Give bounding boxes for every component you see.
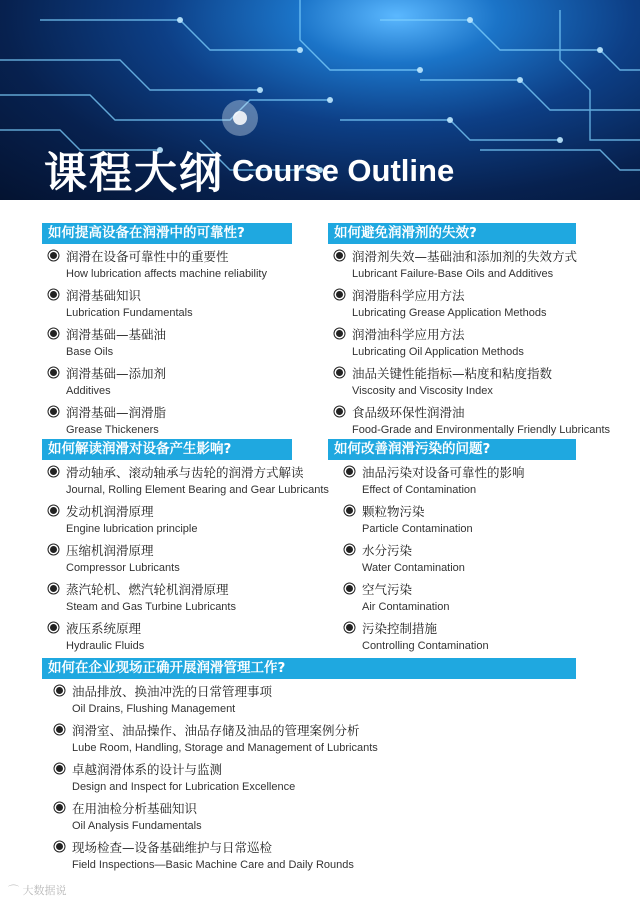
item-zh: 油品关键性能指标—粘度和粘度指数: [352, 366, 553, 381]
item-zh: 润滑基础—润滑脂: [66, 405, 167, 420]
bullet-icon: [50, 408, 57, 415]
bullet-icon: [56, 843, 63, 850]
item-en: Particle Contamination: [362, 523, 473, 535]
item-zh: 润滑剂失效—基础油和添加剂的失效方式: [352, 249, 578, 264]
item-zh: 压缩机润滑原理: [66, 543, 154, 558]
list-item: [42, 543, 292, 577]
section-contamination: [328, 439, 576, 655]
list-item: [42, 582, 292, 616]
item-en: Journal, Rolling Element Bearing and Gear Lubricants: [66, 484, 329, 496]
item-zh: 油品排放、换油冲洗的日常管理事项: [72, 684, 273, 699]
list-item: [328, 249, 576, 283]
item-zh: 液压系统原理: [66, 621, 142, 636]
item-en: Engine lubrication principle: [66, 523, 198, 535]
list-item: [42, 801, 576, 835]
item-zh: 润滑基础—基础油: [66, 327, 167, 342]
list-item: [42, 405, 292, 439]
watermark-text: 大数据说: [22, 884, 67, 897]
bullet-icon: [50, 330, 57, 337]
item-en: Design and Inspect for Lubrication Excellence: [72, 781, 296, 793]
list-item: [328, 543, 576, 577]
item-en: Water Contamination: [362, 562, 465, 574]
item-zh: 颗粒物污染: [362, 504, 425, 519]
section-equipment-impact: [42, 439, 329, 655]
watermark-icon: ⌒: [8, 884, 19, 897]
bullet-icon: [50, 369, 57, 376]
item-zh: 油品污染对设备可靠性的影响: [362, 465, 525, 480]
bullet-icon: [336, 291, 343, 298]
item-zh: 现场检查—设备基础维护与日常巡检: [72, 840, 273, 855]
list-item: [42, 288, 292, 322]
list-item: [42, 327, 292, 361]
bullet-icon: [336, 369, 343, 376]
bullet-icon: [50, 291, 57, 298]
item-en: Controlling Contamination: [362, 640, 489, 652]
list-item: [328, 288, 576, 322]
list-item: [328, 405, 611, 439]
section-heading: 如何在企业现场正确开展润滑管理工作?: [42, 658, 576, 679]
section-heading: 如何避免润滑剂的失效?: [328, 223, 576, 244]
item-en: Oil Analysis Fundamentals: [72, 820, 202, 832]
bullet-icon: [336, 252, 343, 259]
item-zh: 水分污染: [362, 543, 413, 558]
item-en: Steam and Gas Turbine Lubricants: [66, 601, 236, 613]
item-en: Hydraulic Fluids: [66, 640, 145, 652]
bullet-icon: [346, 507, 353, 514]
item-zh: 在用油检分析基础知识: [72, 801, 198, 816]
item-zh: 滑动轴承、滚动轴承与齿轮的润滑方式解读: [66, 465, 304, 480]
bullet-icon: [56, 687, 63, 694]
item-zh: 润滑基础知识: [66, 288, 142, 303]
item-en: Base Oils: [66, 346, 114, 358]
list-item: [328, 366, 576, 400]
item-zh: 润滑在设备可靠性中的重要性: [66, 249, 229, 264]
bullet-icon: [50, 468, 57, 475]
item-zh: 润滑油科学应用方法: [352, 327, 465, 342]
item-en: Viscosity and Viscosity Index: [352, 385, 493, 397]
bullet-icon: [336, 408, 343, 415]
watermark: [8, 882, 67, 898]
item-zh: 空气污染: [362, 582, 413, 597]
list-item: [42, 504, 292, 538]
bullet-icon: [56, 804, 63, 811]
list-item: [328, 465, 576, 499]
bullet-icon: [56, 726, 63, 733]
bullet-icon: [336, 330, 343, 337]
list-item: [42, 762, 576, 796]
list-item: [328, 327, 576, 361]
item-zh: 润滑基础—添加剂: [66, 366, 167, 381]
item-en: Effect of Contamination: [362, 484, 477, 496]
list-item: [42, 684, 576, 718]
section-reliability: [42, 223, 292, 439]
item-zh: 润滑室、油品操作、油品存储及油品的管理案例分析: [72, 723, 360, 738]
item-en: Lubrication Fundamentals: [66, 307, 193, 319]
bullet-icon: [346, 624, 353, 631]
bullet-icon: [50, 507, 57, 514]
item-en: How lubrication affects machine reliability: [66, 268, 267, 280]
list-item: [42, 465, 329, 499]
item-zh: 污染控制措施: [362, 621, 438, 636]
item-en: Lubricating Grease Application Methods: [352, 307, 547, 319]
item-en: Oil Drains, Flushing Management: [72, 703, 236, 715]
bullet-icon: [50, 546, 57, 553]
list-item: [328, 582, 576, 616]
item-en: Lubricating Oil Application Methods: [352, 346, 524, 358]
header-banner: [0, 0, 640, 200]
list-item: [42, 621, 292, 655]
list-item: [42, 723, 576, 757]
page-title: [44, 140, 454, 200]
item-en: Compressor Lubricants: [66, 562, 180, 574]
bullet-icon: [50, 624, 57, 631]
item-en: Air Contamination: [362, 601, 450, 613]
item-en: Food-Grade and Environmentally Friendly Lubricants: [352, 424, 611, 436]
item-zh: 食品级环保性润滑油: [352, 405, 465, 420]
item-en: Field Inspections—Basic Machine Care and Daily Rounds: [72, 859, 354, 871]
item-en: Lube Room, Handling, Storage and Management of Lubricants: [72, 742, 378, 754]
title-chinese: 课程大纲: [44, 149, 224, 199]
item-zh: 蒸汽轮机、燃汽轮机润滑原理: [66, 582, 229, 597]
bullet-icon: [50, 585, 57, 592]
item-en: Grease Thickeners: [66, 424, 159, 436]
bullet-icon: [56, 765, 63, 772]
list-item: [328, 504, 576, 538]
section-onsite-management: [42, 658, 576, 874]
list-item: [42, 366, 292, 400]
section-heading: 如何解读润滑对设备产生影响?: [42, 439, 292, 460]
item-en: Additives: [66, 385, 111, 397]
item-en: Lubricant Failure-Base Oils and Additives: [352, 268, 554, 280]
bullet-icon: [346, 546, 353, 553]
bullet-icon: [346, 468, 353, 475]
bullet-icon: [50, 252, 57, 259]
list-item: [42, 249, 292, 283]
title-english: Course Outline: [232, 152, 455, 188]
section-heading: 如何提高设备在润滑中的可靠性?: [42, 223, 292, 244]
list-item: [328, 621, 576, 655]
item-zh: 润滑脂科学应用方法: [352, 288, 465, 303]
item-zh: 卓越润滑体系的设计与监测: [72, 762, 223, 777]
bullet-icon: [346, 585, 353, 592]
list-item: [42, 840, 576, 874]
section-heading: 如何改善润滑污染的问题?: [328, 439, 576, 460]
section-lubricant-failure: [328, 223, 611, 439]
item-zh: 发动机润滑原理: [66, 504, 154, 519]
